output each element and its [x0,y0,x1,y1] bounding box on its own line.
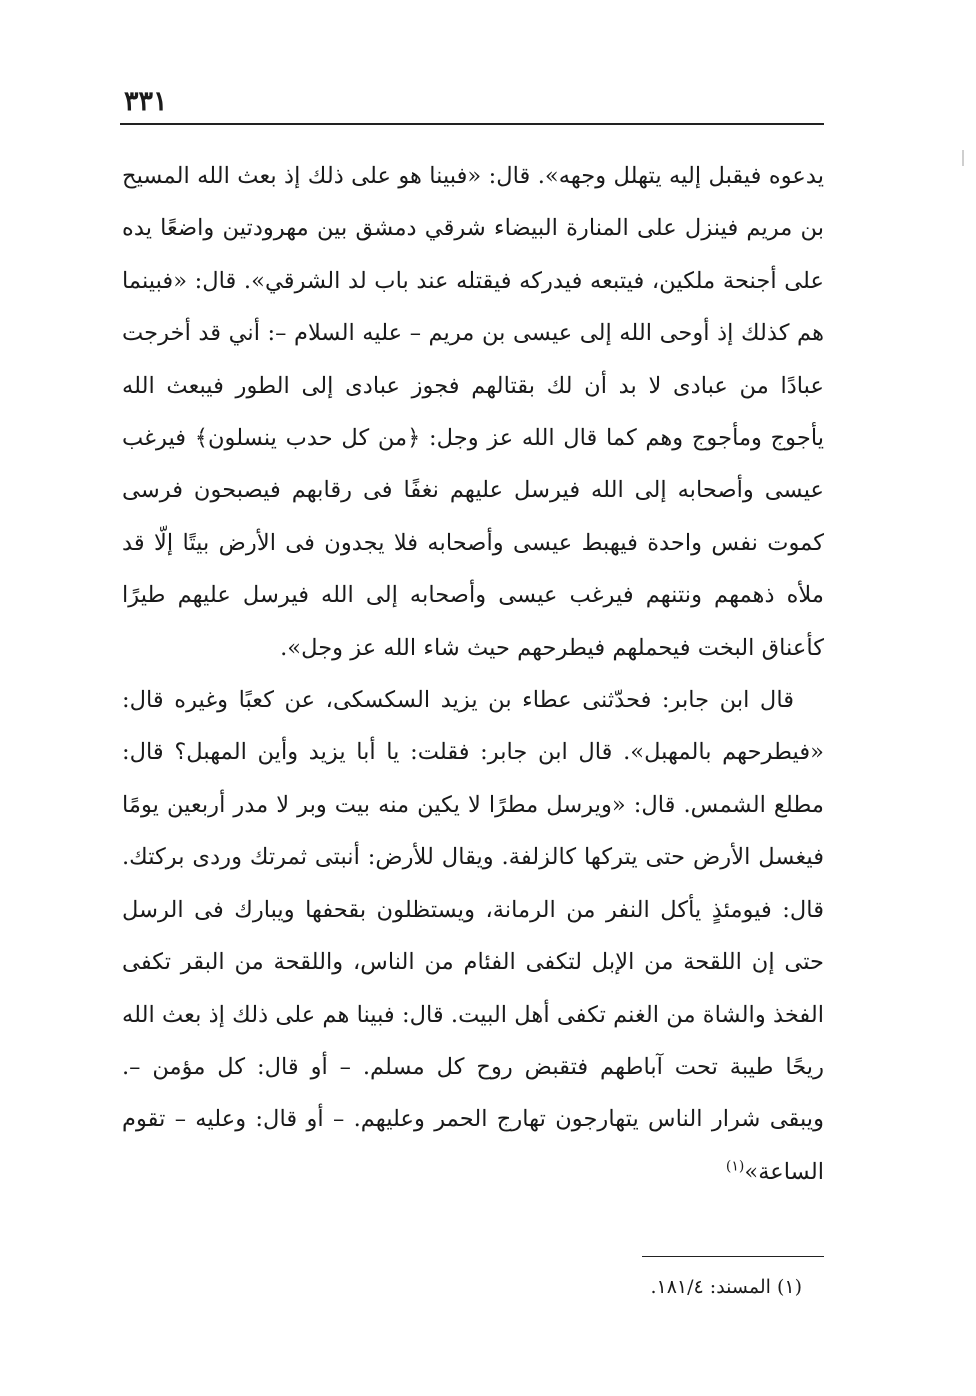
footnote-reference[interactable]: (١) [725,1158,745,1175]
paragraph-2-text: قال ابن جابر: فحدّثنى عطاء بن يزيد السكسكى، عن كعبًا وغيره قال: «فيطرحهم بالمهبل». قال ابن جابر: فقلت: يا أبا يزيد وأين المهبل؟ قال: مطلع الشمس. قال: «ويرسل مطرًا لا يكين منه بيت وبر لا مدر أربعين يومًا فيغسل الأرض حتى يتركها كالزلفة. ويقال للأرض: أنبتى ثمرتك وردى بركتك. قال: فيومئذٍ يأكل النفر من الرمانة، ويستظلون بقحفها ويبارك فى الرسل حتى إن اللقحة من الإبل لتكفى الفئام من الناس، واللقحة من البقر تكفى الفخذ والشاة من الغنم تكفى أهل البيت. قال: فبينا هم على ذلك إذ بعث الله ريحًا طيبة تحت آباطهم فتقبض روح كل مسلم. – أو قال: كل مؤمن –. ويبقى شرار الناس يتهارجون تهارج الحمر وعليهم. – أو قال: وعليه – تقوم الساعة» [122,687,824,1185]
header-rule [120,123,824,125]
paragraph-2 [122,674,824,1198]
footnote-rule [642,1256,824,1257]
footnote: (١) المسند: ١٨١/٤. [650,1276,802,1298]
scan-edge-mark [962,150,964,166]
paragraph-1: يدعوه فيقبل إليه يتهلل وجهه». قال: «فبينا هو على ذلك إذ بعث الله المسيح بن مريم فينزل على المنارة البيضاء شرقي دمشق بين مهرودتين واضعًا يده على أجنحة ملكين، فيتبعه فيدركه فيقتله عند باب لد الشرقي». قال: «فبينما هم كذلك إذ أوحى الله إلى عيسى بن مريم – عليه السلام –: أني قد أخرجت عبادًا من عبادى لا بد أن لك بقتالهم فجوز عبادى إلى الطور فيبعث الله يأجوج ومأجوج وهم كما قال الله عز وجل: ﴿من كل حدب ينسلون﴾ فيرغب عيسى وأصحابه إلى الله فيرسل عليهم نغفًا فى رقابهم فيصبحون فرسى كموت نفس واحدة فيهبط عيسى وأصحابه فلا يجدون فى الأرض بيتًا إلّا قد ملأه ذهمهم ونتنهم فيرغب عيسى وأصحابه إلى الله فيرسل عليهم طيرًا كأعناق البخت فيحملهم فيطرحهم حيث شاء الله عز وجل». [122,163,825,661]
page-number: ٣٣١ [124,86,168,117]
body-text [122,150,824,1198]
